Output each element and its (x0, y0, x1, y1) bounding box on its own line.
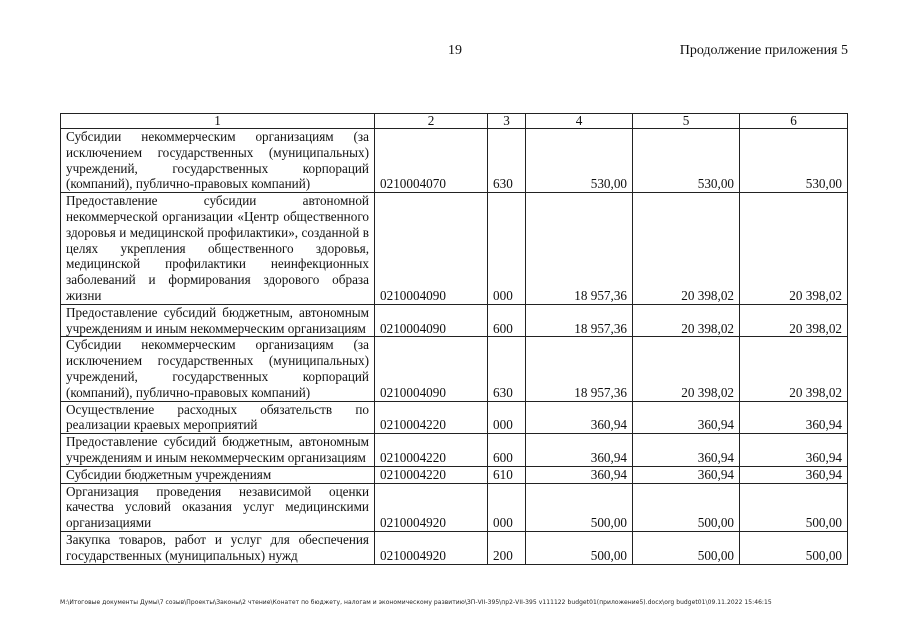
row-value-2024-cell: 360,94 (740, 466, 848, 483)
table-row (61, 483, 848, 531)
row-value-2022-cell: 360,94 (526, 466, 633, 483)
row-name-cell: Субсидии некоммерческим организациям (за исключением государственных (муниципальных) учреждений, государственных корпораций (компаний), публично-правовых компаний) (61, 337, 375, 401)
row-code-cell: 0210004920 (375, 483, 488, 531)
row-value-2024-cell: 360,94 (740, 401, 848, 434)
row-code-cell: 0210004220 (375, 434, 488, 467)
row-code-cell: 0210004920 (375, 531, 488, 564)
row-value-2022-cell: 530,00 (526, 129, 633, 193)
row-kvr-cell: 630 (488, 129, 526, 193)
row-name-cell: Осуществление расходных обязательств по реализации краевых мероприятий (61, 401, 375, 434)
column-header: 3 (488, 114, 526, 129)
row-name-cell: Субсидии бюджетным учреждениям (61, 466, 375, 483)
row-value-2022-cell: 18 957,36 (526, 193, 633, 305)
table-row (61, 434, 848, 467)
row-kvr-cell: 000 (488, 483, 526, 531)
budget-table-body (61, 114, 848, 565)
row-kvr-cell: 600 (488, 434, 526, 467)
table-row (61, 193, 848, 305)
row-value-2022-cell: 360,94 (526, 434, 633, 467)
row-code-cell: 0210004090 (375, 193, 488, 305)
row-value-2022-cell: 18 957,36 (526, 337, 633, 401)
row-code-cell: 0210004220 (375, 466, 488, 483)
table-row (61, 531, 848, 564)
row-code-cell: 0210004090 (375, 337, 488, 401)
row-value-2022-cell: 500,00 (526, 531, 633, 564)
continuation-label: Продолжение приложения 5 (679, 43, 848, 58)
row-value-2023-cell: 20 398,02 (633, 304, 740, 337)
table-row (61, 337, 848, 401)
budget-table (60, 113, 848, 565)
row-kvr-cell: 630 (488, 337, 526, 401)
row-value-2024-cell: 20 398,02 (740, 304, 848, 337)
row-kvr-cell: 000 (488, 193, 526, 305)
row-value-2023-cell: 20 398,02 (633, 193, 740, 305)
column-header: 5 (633, 114, 740, 129)
row-value-2023-cell: 20 398,02 (633, 337, 740, 401)
row-name-cell: Предоставление субсидии автономной некоммерческой организации «Центр общественного здоровья и медицинской профилактики», созданной в целях укрепления общественного здоровья, медицинской профилактики неинфекционных заболеваний и формирования здорового образа жизни (61, 193, 375, 305)
row-name-cell: Предоставление субсидий бюджетным, автономным учреждениям и иным некоммерческим организациям (61, 304, 375, 337)
row-kvr-cell: 000 (488, 401, 526, 434)
row-value-2023-cell: 530,00 (633, 129, 740, 193)
row-value-2023-cell: 500,00 (633, 483, 740, 531)
row-name-cell: Предоставление субсидий бюджетным, автономным учреждениям и иным некоммерческим организациям (61, 434, 375, 467)
table-row (61, 466, 848, 483)
header-row (61, 114, 848, 129)
row-kvr-cell: 610 (488, 466, 526, 483)
row-name-cell: Организация проведения независимой оценки качества условий оказания услуг медицинскими организациями (61, 483, 375, 531)
file-path-footer: M:\Итоговые документы Думы\7 созыв\Проекты\Законы\2 чтение\Конатет по бюджету, налогам и экономическому развитию\ЗП-VII-395\пр2-VII-395 v111122 budget01(приложение5).docx\org budget01\09.11.2022 15:46:15 (60, 599, 772, 606)
row-value-2022-cell: 360,94 (526, 401, 633, 434)
row-value-2023-cell: 360,94 (633, 466, 740, 483)
column-header: 2 (375, 114, 488, 129)
row-value-2023-cell: 500,00 (633, 531, 740, 564)
row-value-2024-cell: 20 398,02 (740, 193, 848, 305)
row-value-2022-cell: 500,00 (526, 483, 633, 531)
row-kvr-cell: 600 (488, 304, 526, 337)
row-name-cell: Закупка товаров, работ и услуг для обеспечения государственных (муниципальных) нужд (61, 531, 375, 564)
row-code-cell: 0210004090 (375, 304, 488, 337)
row-value-2022-cell: 18 957,36 (526, 304, 633, 337)
row-value-2023-cell: 360,94 (633, 401, 740, 434)
page-number: 19 (448, 43, 462, 58)
row-value-2024-cell: 360,94 (740, 434, 848, 467)
column-header: 4 (526, 114, 633, 129)
table-row (61, 401, 848, 434)
row-code-cell: 0210004070 (375, 129, 488, 193)
row-code-cell: 0210004220 (375, 401, 488, 434)
column-header: 6 (740, 114, 848, 129)
row-value-2024-cell: 20 398,02 (740, 337, 848, 401)
table-row (61, 304, 848, 337)
row-value-2024-cell: 530,00 (740, 129, 848, 193)
row-value-2024-cell: 500,00 (740, 531, 848, 564)
row-name-cell: Субсидии некоммерческим организациям (за исключением государственных (муниципальных) учреждений, государственных корпораций (компаний), публично-правовых компаний) (61, 129, 375, 193)
column-header: 1 (61, 114, 375, 129)
row-value-2023-cell: 360,94 (633, 434, 740, 467)
table-row (61, 129, 848, 193)
row-kvr-cell: 200 (488, 531, 526, 564)
row-value-2024-cell: 500,00 (740, 483, 848, 531)
